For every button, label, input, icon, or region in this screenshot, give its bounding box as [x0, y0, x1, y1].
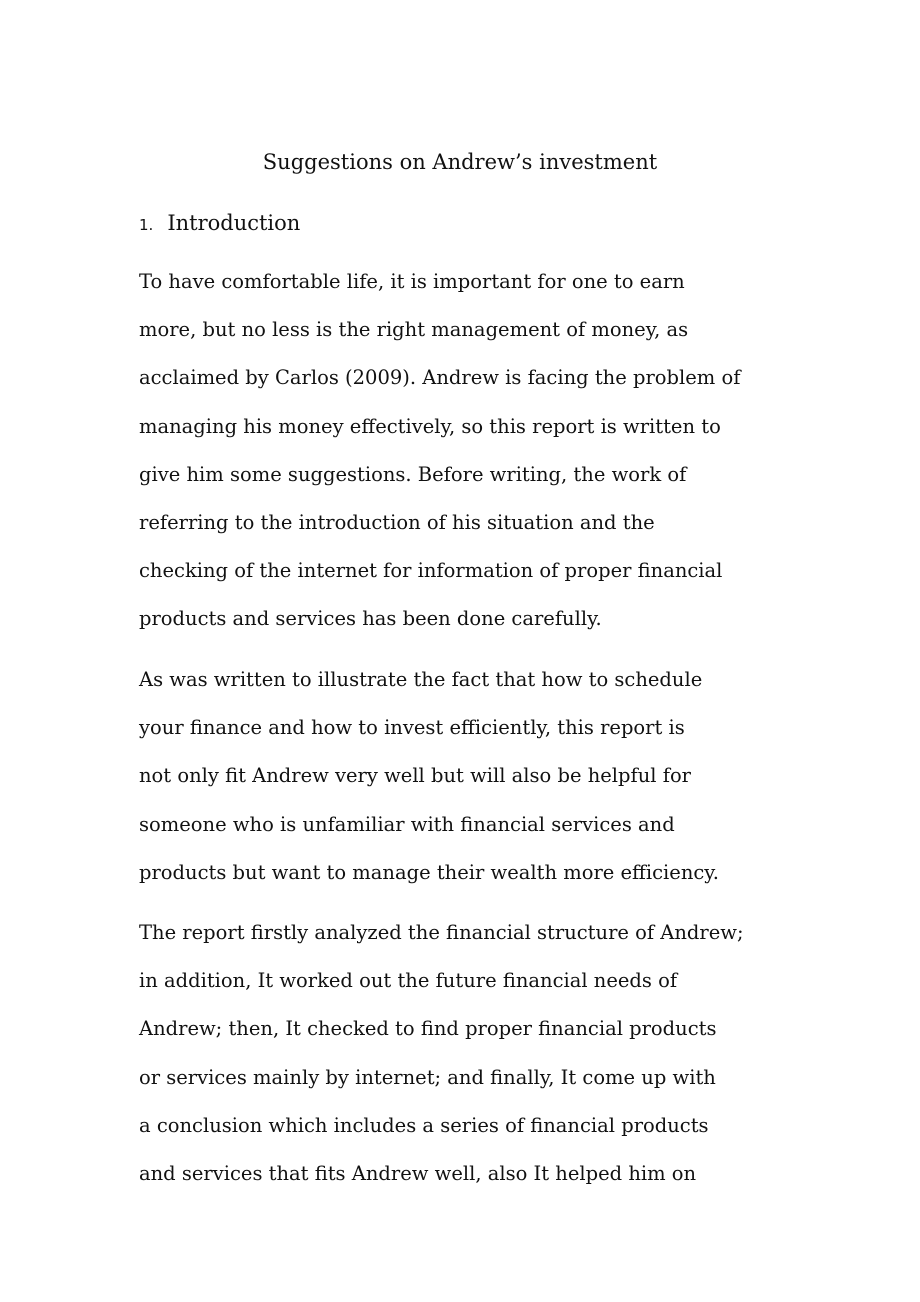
- paragraph-line: products and services has been done carefully.: [139, 607, 602, 631]
- paragraph-line: Andrew; then, It checked to find proper financial products: [139, 1017, 717, 1041]
- paragraph-line: not only fit Andrew very well but will also be helpful for: [139, 764, 692, 788]
- paragraph-line: and services that fits Andrew well, also It helped him on: [139, 1162, 697, 1186]
- section-heading-text: Introduction: [167, 211, 301, 235]
- paragraph-line: acclaimed by Carlos (2009). Andrew is facing the problem of: [139, 366, 741, 390]
- paragraph-line: in addition, It worked out the future financial needs of: [139, 969, 678, 993]
- paragraph-line: referring to the introduction of his situation and the: [139, 511, 655, 535]
- paragraph-line: managing his money effectively, so this report is written to: [139, 414, 721, 438]
- paragraph-line: products but want to manage their wealth more efficiency.: [139, 860, 719, 884]
- paragraph-line: your finance and how to invest efficiently, this report is: [139, 716, 685, 740]
- document-title: Suggestions on Andrew’s investment: [262, 150, 658, 174]
- paragraph-line: someone who is unfamiliar with financial services and: [139, 812, 675, 836]
- paragraph-line: As was written to illustrate the fact that how to schedule: [139, 668, 703, 691]
- paragraph-line: a conclusion which includes a series of financial products: [139, 1113, 709, 1137]
- paragraph: [139, 656, 839, 897]
- section-heading: [139, 208, 300, 240]
- paragraph-line: checking of the internet for information of proper financial: [139, 559, 723, 583]
- paragraph-line: To have comfortable life, it is important for one to earn: [139, 270, 685, 293]
- paragraph: [139, 258, 839, 644]
- section-number: 1.: [139, 216, 154, 234]
- paragraph: [139, 909, 839, 1198]
- paragraph-line: more, but no less is the right management of money, as: [139, 318, 689, 342]
- paragraph-line: give him some suggestions. Before writing, the work of: [139, 462, 687, 486]
- paragraph-line: The report firstly analyzed the financial structure of Andrew;: [139, 921, 744, 944]
- paragraph-line: or services mainly by internet; and finally, It come up with: [139, 1065, 716, 1089]
